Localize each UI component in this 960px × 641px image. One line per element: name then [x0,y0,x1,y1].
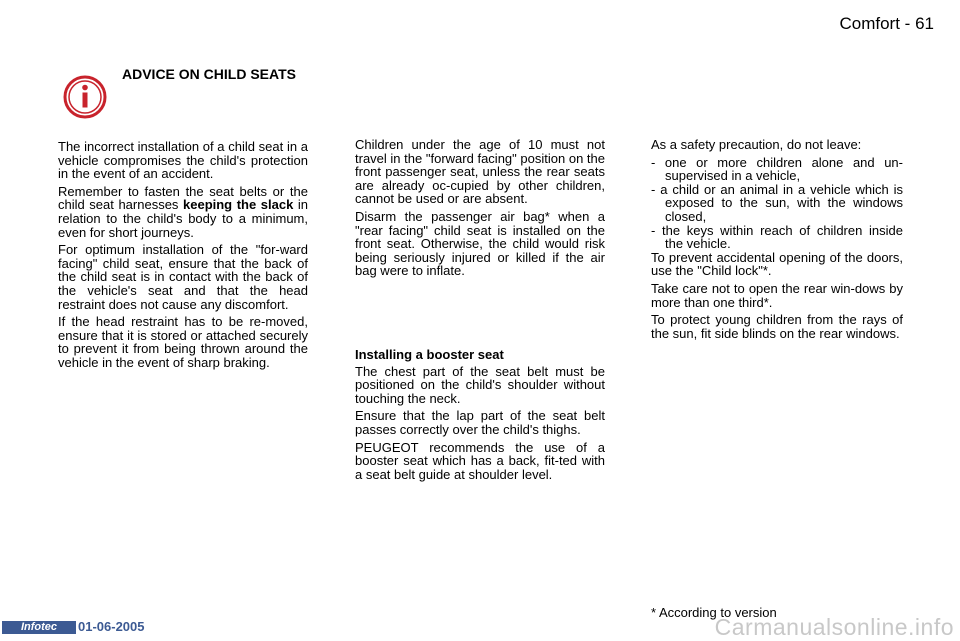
paragraph: If the head restraint has to be re-moved, ensure that it is stored or attached securely to prevent it from being thrown around the vehicle in the event of sharp braking. [58,314,308,370]
paragraph: To prevent accidental opening of the doors, use the "Child lock"*. [651,249,903,279]
column-1 [58,140,308,374]
paragraph: Remember to fasten the seat belts or the child seat harnesses keeping the slack in relation to the child's body to a minimum, even for short journeys. [58,183,308,240]
footer-date: 01-06-2005 [78,619,145,634]
page-number: 61 [915,14,934,33]
booster-heading: Installing a booster seat [355,347,504,362]
column-2 [355,138,605,282]
section-title: Comfort [839,14,900,33]
brand-badge: Infotec [2,621,76,634]
page-header [839,14,934,34]
header-separator: - [904,14,911,33]
column-3 [651,138,903,344]
paragraph: For optimum installation of the "for-ward facing" child seat, ensure that the back of the child seat is in contact with the back of the vehicle's seat and that the head restraint does not cause any discomfort. [58,242,308,312]
advice-title: ADVICE ON CHILD SEATS [122,66,296,82]
footnote: * According to version [651,605,777,620]
list-item: - the keys within reach of children inside the vehicle. [651,222,903,252]
booster-seat-section [355,348,605,485]
list-item: - one or more children alone and un-supervised in a vehicle, [651,154,903,184]
precaution-list [651,156,903,251]
paragraph: The chest part of the seat belt must be positioned on the child's shoulder without touching the neck. [355,363,605,406]
emphasis: keeping the slack [183,197,294,213]
paragraph: The incorrect installation of a child seat in a vehicle compromises the child's protection in the event of an accident. [58,139,308,182]
paragraph: As a safety precaution, do not leave: [651,137,862,152]
paragraph: Ensure that the lap part of the seat belt passes correctly over the child's thighs. [355,408,605,437]
paragraph: Take care not to open the rear win-dows by more than one third*. [651,280,903,310]
watermark: Carmanualsonline.info [714,614,954,640]
list-item: - a child or an animal in a vehicle which is exposed to the sun, with the windows closed, [651,181,903,224]
paragraph: Disarm the passenger air bag* when a "rear facing" child seat is installed on the front seat. Otherwise, the child would risk being seriously injured or killed if the air bag were to inflate. [355,208,605,279]
paragraph: PEUGEOT recommends the use of a booster seat which has a back, fit-ted with a seat belt guide at shoulder level. [355,439,605,482]
paragraph: To protect young children from the rays of the sun, fit side blinds on the rear windows. [651,312,903,341]
info-icon [62,74,108,120]
paragraph: Children under the age of 10 must not travel in the "forward facing" position on the front passenger seat, unless the rear seats are already oc-cupied by other children, cannot be used or are absent. [355,137,605,207]
